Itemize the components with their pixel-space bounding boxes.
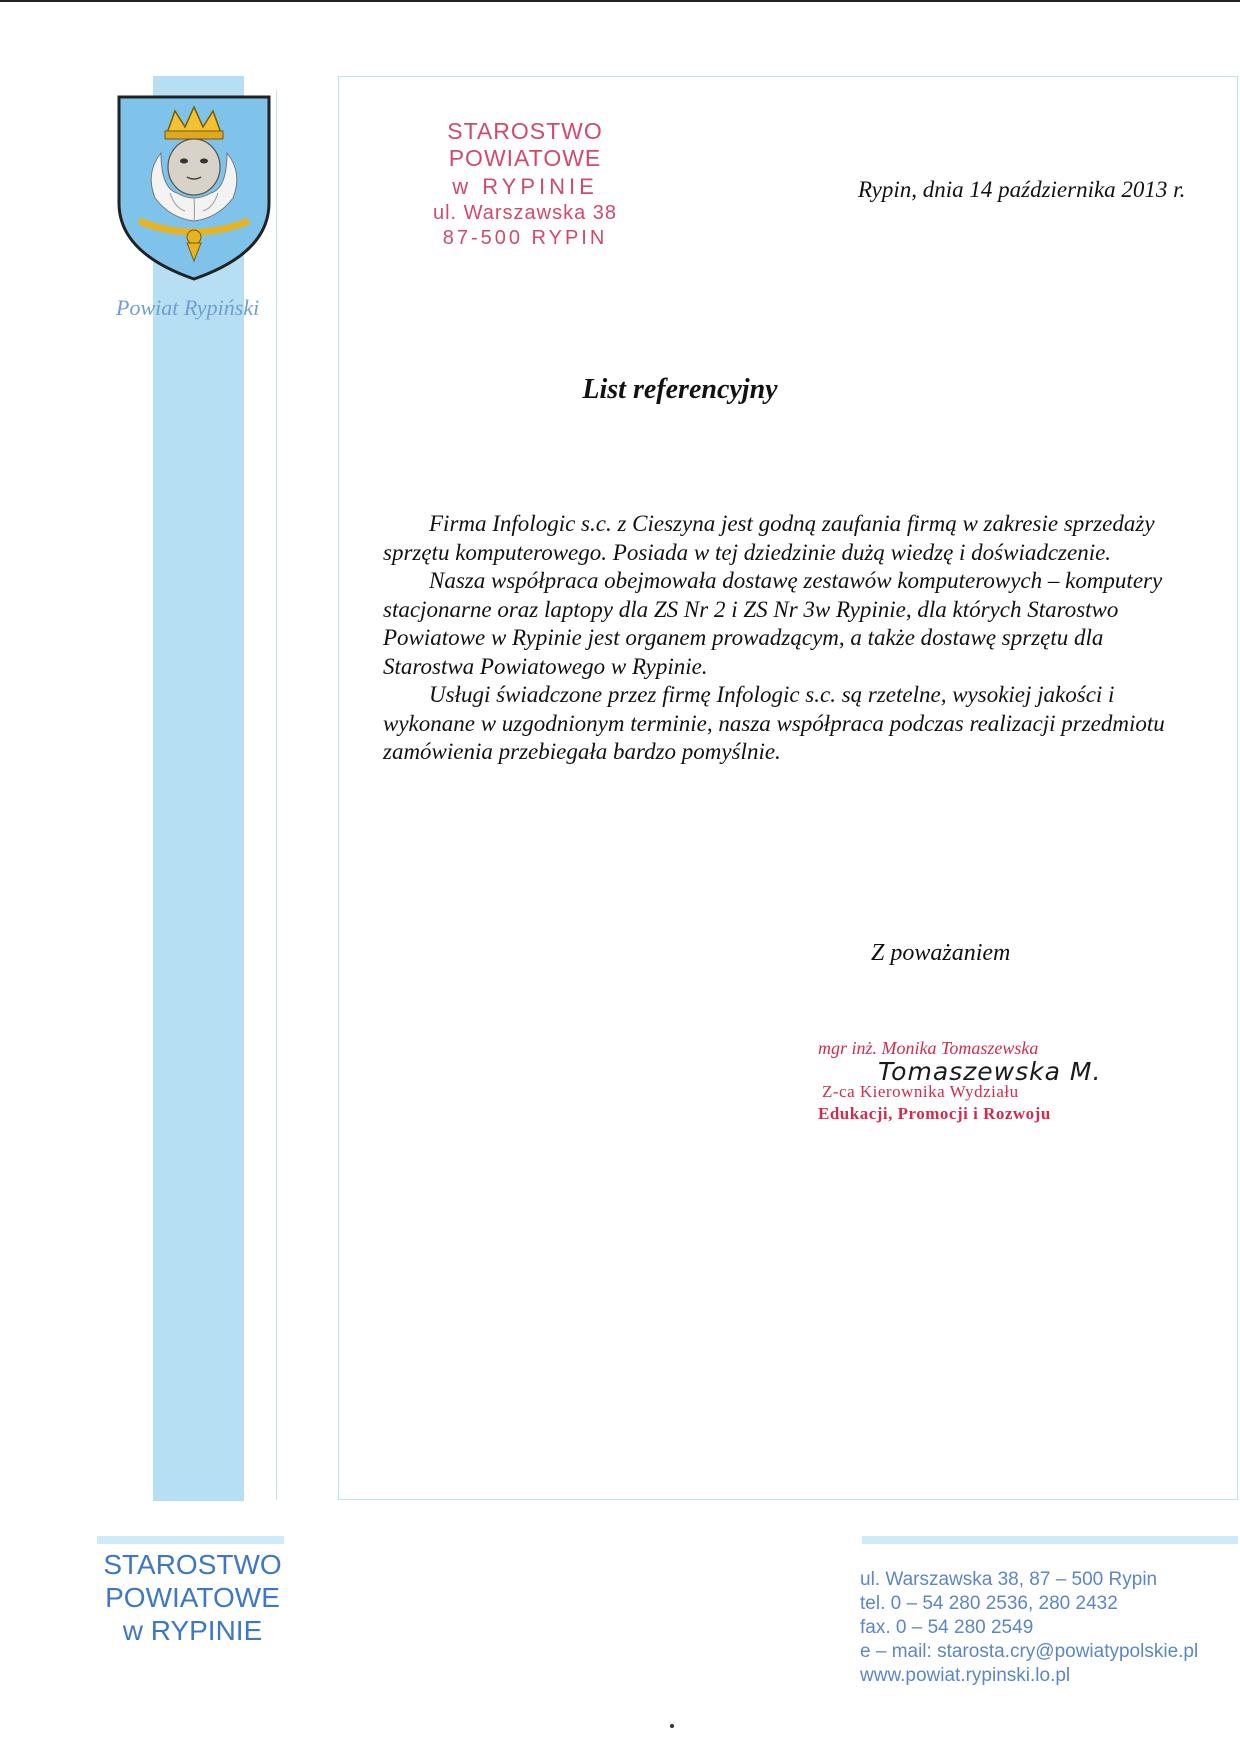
letterhead-blue-stripe xyxy=(153,76,244,1501)
letter-content-frame xyxy=(338,76,1238,1500)
stamp-line-1: STAROSTWO POWIATOWE xyxy=(447,118,603,171)
signatory-name: mgr inż. Monika Tomaszewska xyxy=(818,1038,1039,1058)
office-stamp xyxy=(380,118,670,250)
powiat-label: Powiat Rypiński xyxy=(116,295,260,320)
footer-contact xyxy=(860,1568,1198,1688)
footer-org-line: w RYPINIE xyxy=(122,1615,263,1646)
body-paragraph: Nasza współpraca obejmowała dostawę zestawów komputerowych – komputery stacjonarne oraz laptopy dla ZS Nr 2 i ZS Nr 3w Rypinie, dla których Starostwo Powiatowe w Rypinie jest organem prowadzącym, a także dostawę sprzętu dla Starostwa Powiatowego w Rypinie. xyxy=(383,568,1163,679)
footer-org-line: POWIATOWE xyxy=(105,1582,280,1613)
letter-body xyxy=(383,510,1183,767)
coat-of-arms-icon xyxy=(115,93,273,283)
footer-divider-left xyxy=(97,1536,284,1544)
footer-email: e – mail: starosta.cry@powiatypolskie.pl xyxy=(860,1641,1199,1662)
footer-fax: fax. 0 – 54 280 2549 xyxy=(860,1617,1034,1638)
signatory-role: Z-ca Kierownika Wydziału xyxy=(822,1082,1019,1101)
footer-divider-right xyxy=(862,1536,1238,1544)
footer-org-name xyxy=(80,1548,305,1647)
stamp-line-2: w RYPINIE xyxy=(452,174,598,199)
footer-website: www.powiat.rypinski.lo.pl xyxy=(860,1665,1071,1686)
handwritten-signature: Tomaszewska M. xyxy=(878,1057,1102,1086)
stamp-line-4: 87-500 RYPIN xyxy=(442,227,608,249)
top-border-line xyxy=(0,0,1240,2)
footer-org-line: STAROSTWO xyxy=(103,1549,282,1580)
letter-date: Rypin, dnia 14 października 2013 r. xyxy=(858,177,1186,202)
signature-block xyxy=(818,1038,1138,1124)
footer-address: ul. Warszawska 38, 87 – 500 Rypin xyxy=(860,1569,1158,1590)
stamp-line-3: ul. Warszawska 38 xyxy=(432,202,618,224)
letter-title: List referencyjny xyxy=(582,374,778,405)
letterhead-divider-line xyxy=(276,90,277,1500)
signatory-department: Edukacji, Promocji i Rozwoju xyxy=(818,1104,1051,1123)
body-paragraph: Firma Infologic s.c. z Cieszyna jest godną zaufania firmą w zakresie sprzedaży sprzętu komputerowego. Posiada w tej dziedzinie dużą wiedzę i doświadczenie. xyxy=(383,511,1155,565)
closing-phrase: Z poważaniem xyxy=(871,940,1011,966)
scan-speck xyxy=(670,1724,674,1728)
body-paragraph: Usługi świadczone przez firmę Infologic s.c. są rzetelne, wysokiej jakości i wykonane w uzgodnionym terminie, nasza współpraca podczas realizacji przedmiotu zamówienia przebiegała bardzo pomyślnie. xyxy=(383,682,1165,764)
footer-tel: tel. 0 – 54 280 2536, 280 2432 xyxy=(860,1593,1118,1614)
